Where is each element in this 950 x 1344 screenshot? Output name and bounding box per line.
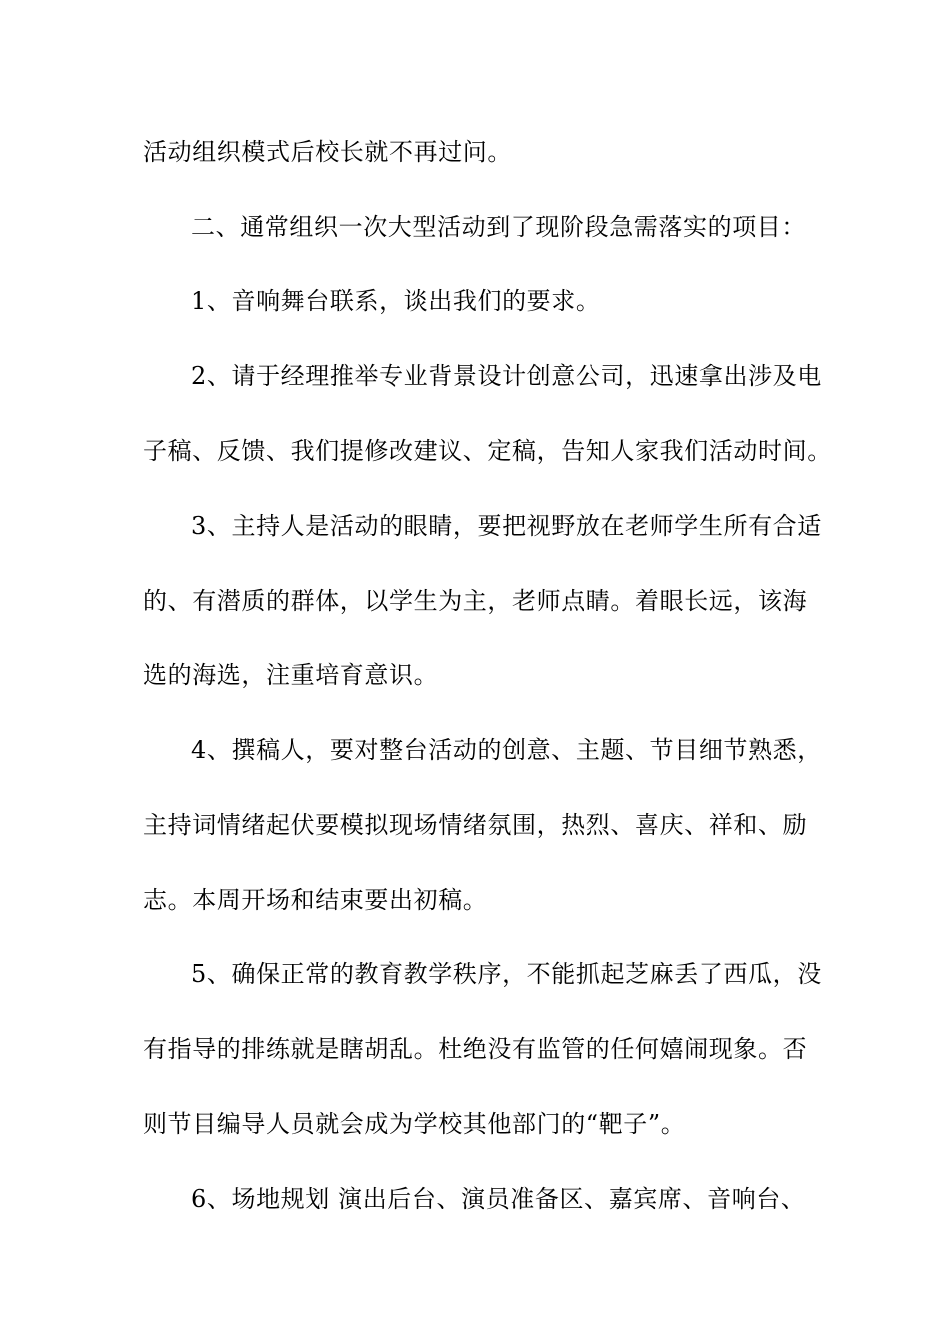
list-item-4: 4、撰稿人，要对整台活动的创意、主题、节目细节熟悉， bbox=[191, 736, 822, 764]
list-item-2: 2、请于经理推举专业背景设计创意公司，迅速拿出涉及电 bbox=[191, 362, 822, 390]
text-line: 的、有潜质的群体，以学生为主，老师点睛。着眼长远，该海 bbox=[143, 587, 808, 615]
text-line: 活动组织模式后校长就不再过问。 bbox=[143, 138, 512, 166]
text-line: 子稿、反馈、我们提修改建议、定稿，告知人家我们活动时间。 bbox=[143, 437, 832, 465]
list-item-1: 1、音响舞台联系，谈出我们的要求。 bbox=[191, 287, 601, 315]
list-item-6: 6、场地规划 演出后台、演员准备区、嘉宾席、音响台、 bbox=[191, 1185, 806, 1213]
text-line: 有指导的排练就是瞎胡乱。杜绝没有监管的任何嬉闹现象。否 bbox=[143, 1035, 808, 1063]
text-line: 选的海选，注重培育意识。 bbox=[143, 661, 439, 689]
text-line: 主持词情绪起伏要模拟现场情绪氛围，热烈、喜庆、祥和、励 bbox=[143, 811, 808, 839]
text-line: 志。本周开场和结束要出初稿。 bbox=[143, 886, 488, 914]
list-item-5: 5、确保正常的教育教学秩序，不能抓起芝麻丢了西瓜，没 bbox=[191, 960, 822, 988]
list-item-3: 3、主持人是活动的眼睛，要把视野放在老师学生所有合适 bbox=[191, 512, 822, 540]
section-heading: 二、通常组织一次大型活动到了现阶段急需落实的项目： bbox=[191, 213, 806, 241]
text-line: 则节目编导人员就会成为学校其他部门的“靶子”。 bbox=[143, 1110, 686, 1138]
